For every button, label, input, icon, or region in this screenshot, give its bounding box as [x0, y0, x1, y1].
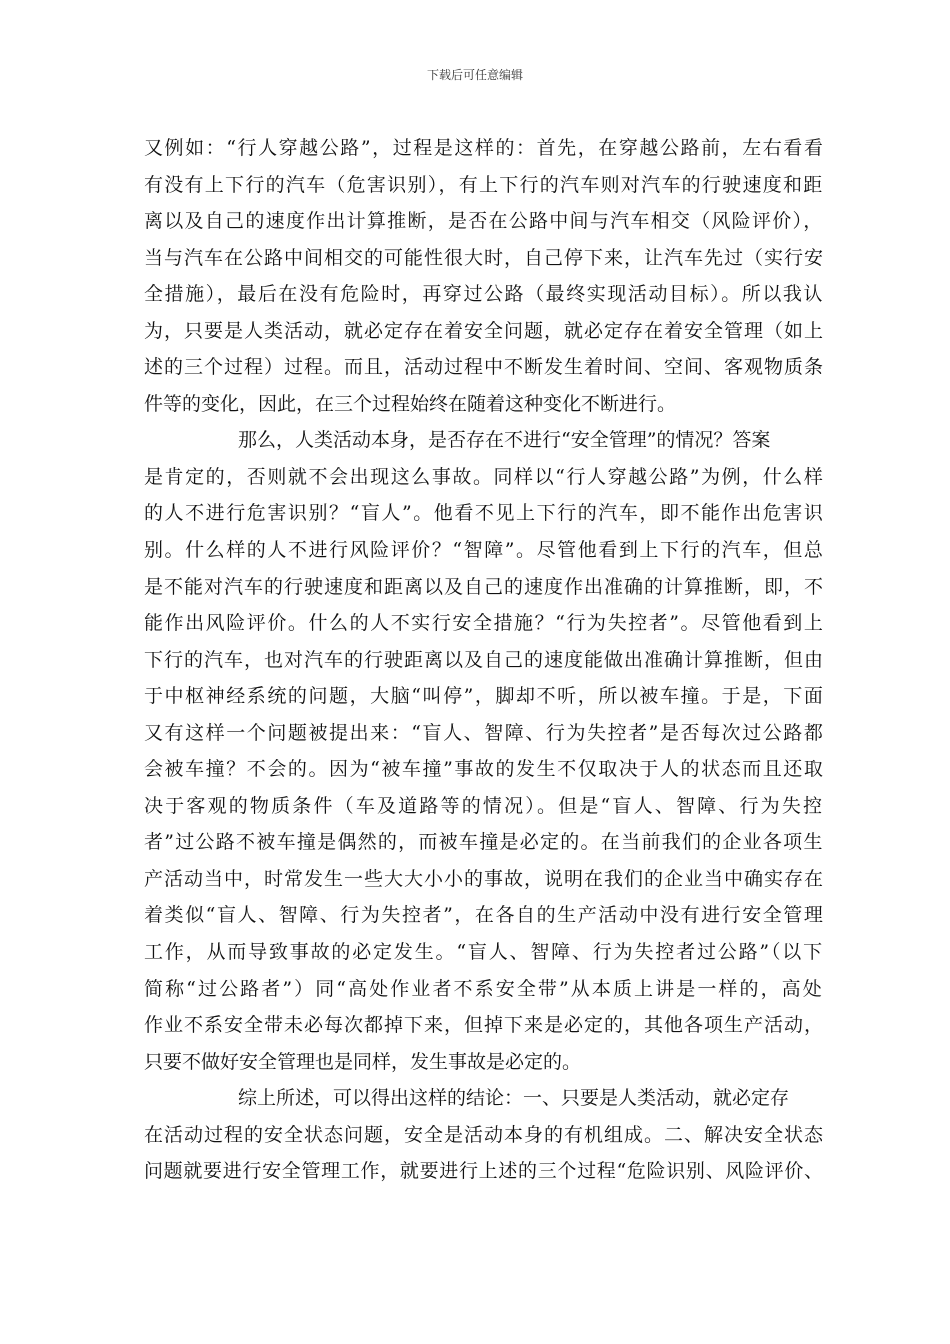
text-line: 于中枢神经系统的问题，大脑“叫停”，脚却不听，所以被车撞。于是，下面: [144, 685, 825, 708]
text-line: 又例如：“行人穿越公路”，过程是这样的：首先，在穿越公路前，左右看看: [144, 137, 825, 159]
text-line: 简称“过公路者”）同“高处作业者不系安全带”从本质上讲是一样的，高处: [144, 977, 824, 1000]
text-line: 作业不系安全带未必每次都掉下来，但掉下来是必定的，其他各项生产活动，: [144, 1014, 825, 1037]
text-line: 在活动过程的安全状态问题，安全是活动本身的有机组成。二、解决安全状态: [144, 1123, 825, 1146]
text-line: 着类似“盲人、智障、行为失控者”，在各自的生产活动中没有进行安全管理: [144, 904, 825, 927]
text-line: 全措施），最后在没有危险时，再穿过公路（最终实现活动目标）。所以我认: [144, 283, 825, 306]
text-line: 会被车撞？不会的。因为“被车撞”事故的发生不仅取决于人的状态而且还取: [144, 758, 825, 781]
text-line: 问题就要进行安全管理工作，就要进行上述的三个过程“危险识别、风险评价、: [144, 1160, 824, 1183]
page-header: 下载后可任意编辑: [426, 68, 523, 82]
text-line: 别。什么样的人不进行风险评价？“智障”。尽管他看到上下行的汽车，但总: [144, 539, 825, 562]
text-line: 能作出风险评价。什么的人不实行安全措施？“行为失控者”。尽管他看到上: [144, 612, 825, 635]
paragraph-first-line: 综上所述，可以得出这样的结论：一、只要是人类活动，就必定存: [238, 1087, 790, 1110]
text-line: 下行的汽车，也对汽车的行驶距离以及自己的速度能做出准确计算推断，但由: [144, 648, 825, 671]
text-line: 者”过公路不被车撞是偶然的，而被车撞是必定的。在当前我们的企业各项生: [144, 831, 824, 854]
text-line: 的人不进行危害识别？“盲人”。他看不见上下行的汽车，即不能作出危害识: [144, 502, 825, 525]
text-line: 有没有上下行的汽车（危害识别），有上下行的汽车则对汽车的行驶速度和距: [144, 173, 824, 196]
text-line: 是肯定的，否则就不会出现这么事故。同样以“行人穿越公路”为例，什么样: [144, 465, 825, 488]
text-line: 件等的变化，因此，在三个过程始终在随着这种变化不断进行。: [144, 392, 677, 415]
document-body: [144, 130, 824, 1190]
text-line: 离以及自己的速度作出计算推断，是否在公路中间与汽车相交（风险评价），: [144, 210, 824, 233]
text-line: 述的三个过程）过程。而且，活动过程中不断发生着时间、空间、客观物质条: [144, 356, 825, 379]
text-line: 产活动当中，时常发生一些大大小小的事故，说明在我们的企业当中确实存在: [144, 867, 825, 890]
text-line: 当与汽车在公路中间相交的可能性很大时，自己停下来，让汽车先过（实行安: [144, 246, 825, 269]
text-line: 工作，从而导致事故的必定发生。“盲人、智障、行为失控者过公路”（以下: [144, 941, 824, 964]
text-line: 是不能对汽车的行驶速度和距离以及自己的速度作出准确的计算推断，即，不: [144, 575, 825, 598]
text-line: 决于客观的物质条件（车及道路等的情况）。但是“盲人、智障、行为失控: [144, 794, 825, 817]
text-line: 只要不做好安全管理也是同样，发生事故是必定的。: [144, 1050, 582, 1073]
text-line: 为，只要是人类活动，就必定存在着安全问题，就必定存在着安全管理（如上: [144, 319, 825, 342]
paragraph-first-line: 那么，人类活动本身，是否存在不进行“安全管理”的情况？答案: [238, 429, 771, 452]
text-line: 又有这样一个问题被提出来：“盲人、智障、行为失控者”是否每次过公路都: [144, 721, 825, 744]
